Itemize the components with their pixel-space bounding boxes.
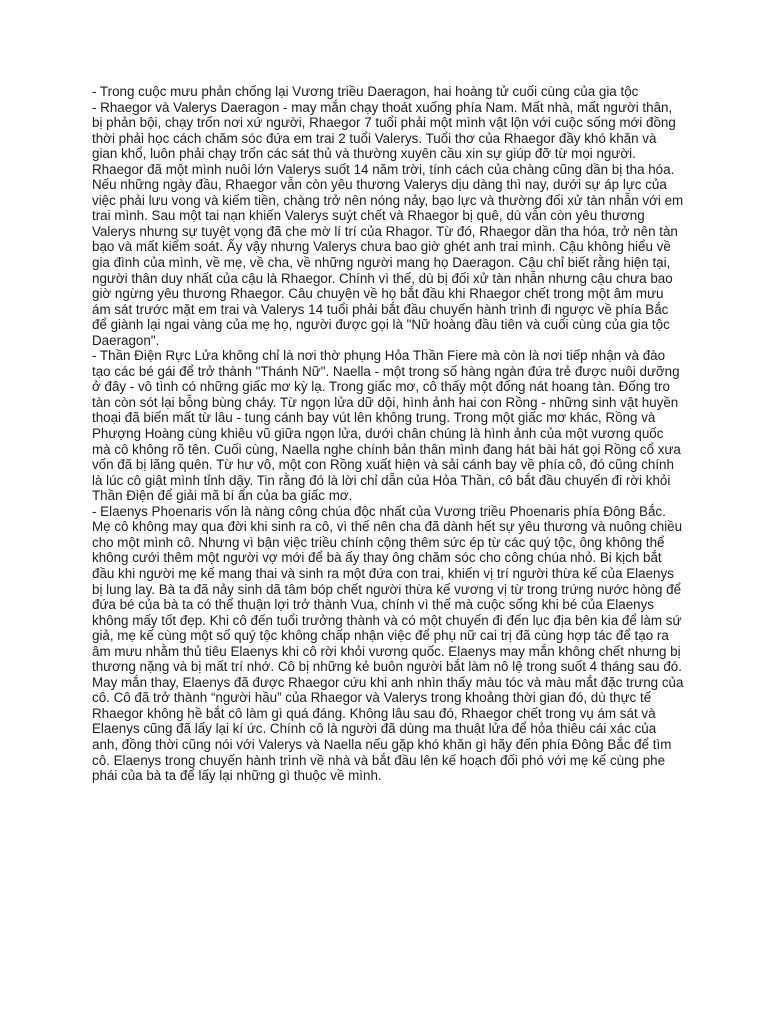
- paragraph-elaenys: - Elaenys Phoenaris vốn là nàng công chúa độc nhất của Vương triều Phoenaris phía Đông Bắc. Mẹ cô không may qua đời khi sinh ra cô, vì thế nên cha đã dành hết sự yêu thương và nuông chiều cho một mình cô. Nhưng vì bận việc triều chính cộng thêm sức ép từ các quý tộc, ông không thể không cưới thêm một người vợ mới để bà ấy thay ông chăm sóc cho công chúa nhỏ. Bi kịch bắt đầu khi người mẹ kế mang thai và sinh ra một đứa con trai, khiến vị trí người thừa kế của Elaenys bị lung lay. Bà ta đã nảy sinh dã tâm bóp chết người thừa kế vương vị từ trong trứng nước hòng để đứa bé của bà ta có thể thuận lợi trở thành Vua, chính vì thế mà cuộc sống khi bé của Elaenys không mấy tốt đẹp. Khi cô đến tuổi trưởng thành và có một chuyến đi đến lục địa bên kia để làm sứ giả, mẹ kế cùng một số quý tộc không chấp nhận việc để phụ nữ cai trị đã cùng hợp tác để tạo ra âm mưu nhằm thủ tiêu Elaenys khi cô rời khỏi vương quốc. Elaenys may mắn không chết nhưng bị thương nặng và bị mất trí nhớ. Cô bị những kẻ buôn người bắt làm nô lệ trong suốt 4 tháng sau đó. May mắn thay, Elaenys đã được Rhaegor cứu khi anh nhìn thấy màu tóc và màu mắt đặc trưng của cô. Cô đã trở thành “người hầu” của Rhaegor và Valerys trong khoảng thời gian đó, dù thực tế Rhaegor không hề bắt cô làm gì quá đáng. Không lâu sau đó, Rhaegor chết trong vụ ám sát và Elaenys cũng đã lấy lại kí ức. Chính cô là người đã dùng ma thuật lửa để hỏa thiêu cái xác của anh, đồng thời cũng nói với Valerys và Naella nếu gặp khó khăn gì hãy đến phía Đông Bắc để tìm cô. Elaenys trong chuyến hành trình về nhà và bắt đầu lên kế hoạch đối phó với mẹ kế cùng phe phái của bà ta để lấy lại những gì thuộc về mình.: [92, 503, 684, 784]
- paragraph-intro: - Trong cuộc mưu phản chống lại Vương triều Daeragon, hai hoàng tử cuối cùng của gia tộc: [92, 84, 639, 99]
- paragraph-rhaegor-valerys: - Rhaegor và Valerys Daeragon - may mắn chạy thoát xuống phía Nam. Mất nhà, mất người thân, bị phản bội, chạy trốn nơi xứ người, Rhaegor 7 tuổi phải một mình vật lộn với cuộc sống mới đồng thời phải học cách chăm sóc đứa em trai 2 tuổi Valerys. Tuổi thơ của Rhaegor đầy khó khăn và gian khổ, luôn phải chạy trốn các sát thủ và thường xuyên cầu xin sự giúp đỡ từ mọi người. Rhaegor đã một mình nuôi lớn Valerys suốt 14 năm trời, tính cách của chàng cũng dần bị tha hóa. Nếu những ngày đầu, Rhaegor vẫn còn yêu thương Valerys dịu dàng thì nay, dưới sự áp lực của việc phải lưu vong và kiếm tiền, chàng trở nên nóng nảy, bạo lực và thường đối xử tàn nhẫn với em trai mình. Sau một tai nạn khiến Valerys suýt chết và Rhaegor bị quê, dù vẫn còn yêu thương Valerys nhưng sự tuyệt vọng đã che mờ lí trí của Rhagor. Từ đó, Rhaegor dần tha hóa, trở nên tàn bạo và mất kiểm soát. Ấy vậy nhưng Valerys chưa bao giờ ghét anh trai mình. Cậu không hiểu về gia đình của mình, về mẹ, về cha, về những người mang họ Daeragon. Cậu chỉ biết rằng hiện tại, người thân duy nhất của cậu là Rhaegor. Chính vì thế, dù bị đối xử tàn nhẫn nhưng cậu chưa bao giờ ngừng yêu thương Rhaegor. Câu chuyện về họ bắt đầu khi Rhaegor chết trong một âm mưu ám sát trước mặt em trai và Valerys 14 tuổi phải bắt đầu chuyến hành trình đi ngược về phía Bắc để giành lại ngai vàng của mẹ họ, người được gọi là "Nữ hoàng đầu tiên và cuối cùng của gia tộc Daeragon".: [92, 99, 684, 348]
- document-body: [92, 84, 684, 784]
- paragraph-naella: - Thần Điện Rực Lửa không chỉ là nơi thờ phụng Hỏa Thần Fiere mà còn là nơi tiếp nhận và đào tạo các bé gái để trở thành "Thánh Nữ". Naella - một trong số hàng ngàn đứa trẻ được nuôi dưỡng ở đây - vô tình có những giấc mơ kỳ lạ. Trong giấc mơ, cô thấy một đống nát hoang tàn. Đống tro tàn còn sót lại bỗng bùng cháy. Từ ngọn lửa dữ dội, hình ảnh hai con Rồng - những sinh vật huyền thoại đã biến mất từ lâu - tung cánh bay vút lên không trung. Trong một giấc mơ khác, Rồng và Phượng Hoàng cùng khiêu vũ giữa ngọn lửa, dưới chân chúng là hình ảnh của một vương quốc mà cô không rõ tên. Cuối cùng, Naella nghe chính bản thân mình đang hát bài hát gọi Rồng cổ xưa vốn đã bị lãng quên. Từ hư vô, một con Rồng xuất hiện và sải cánh bay về phía cô, đó cũng chính là lúc cô giật mình tỉnh dậy. Tin rằng đó là lời chỉ dẫn của Hỏa Thần, cô bắt đầu chuyến đi rời khỏi Thần Điện để giải mã bí ẩn của ba giấc mơ.: [92, 348, 681, 504]
